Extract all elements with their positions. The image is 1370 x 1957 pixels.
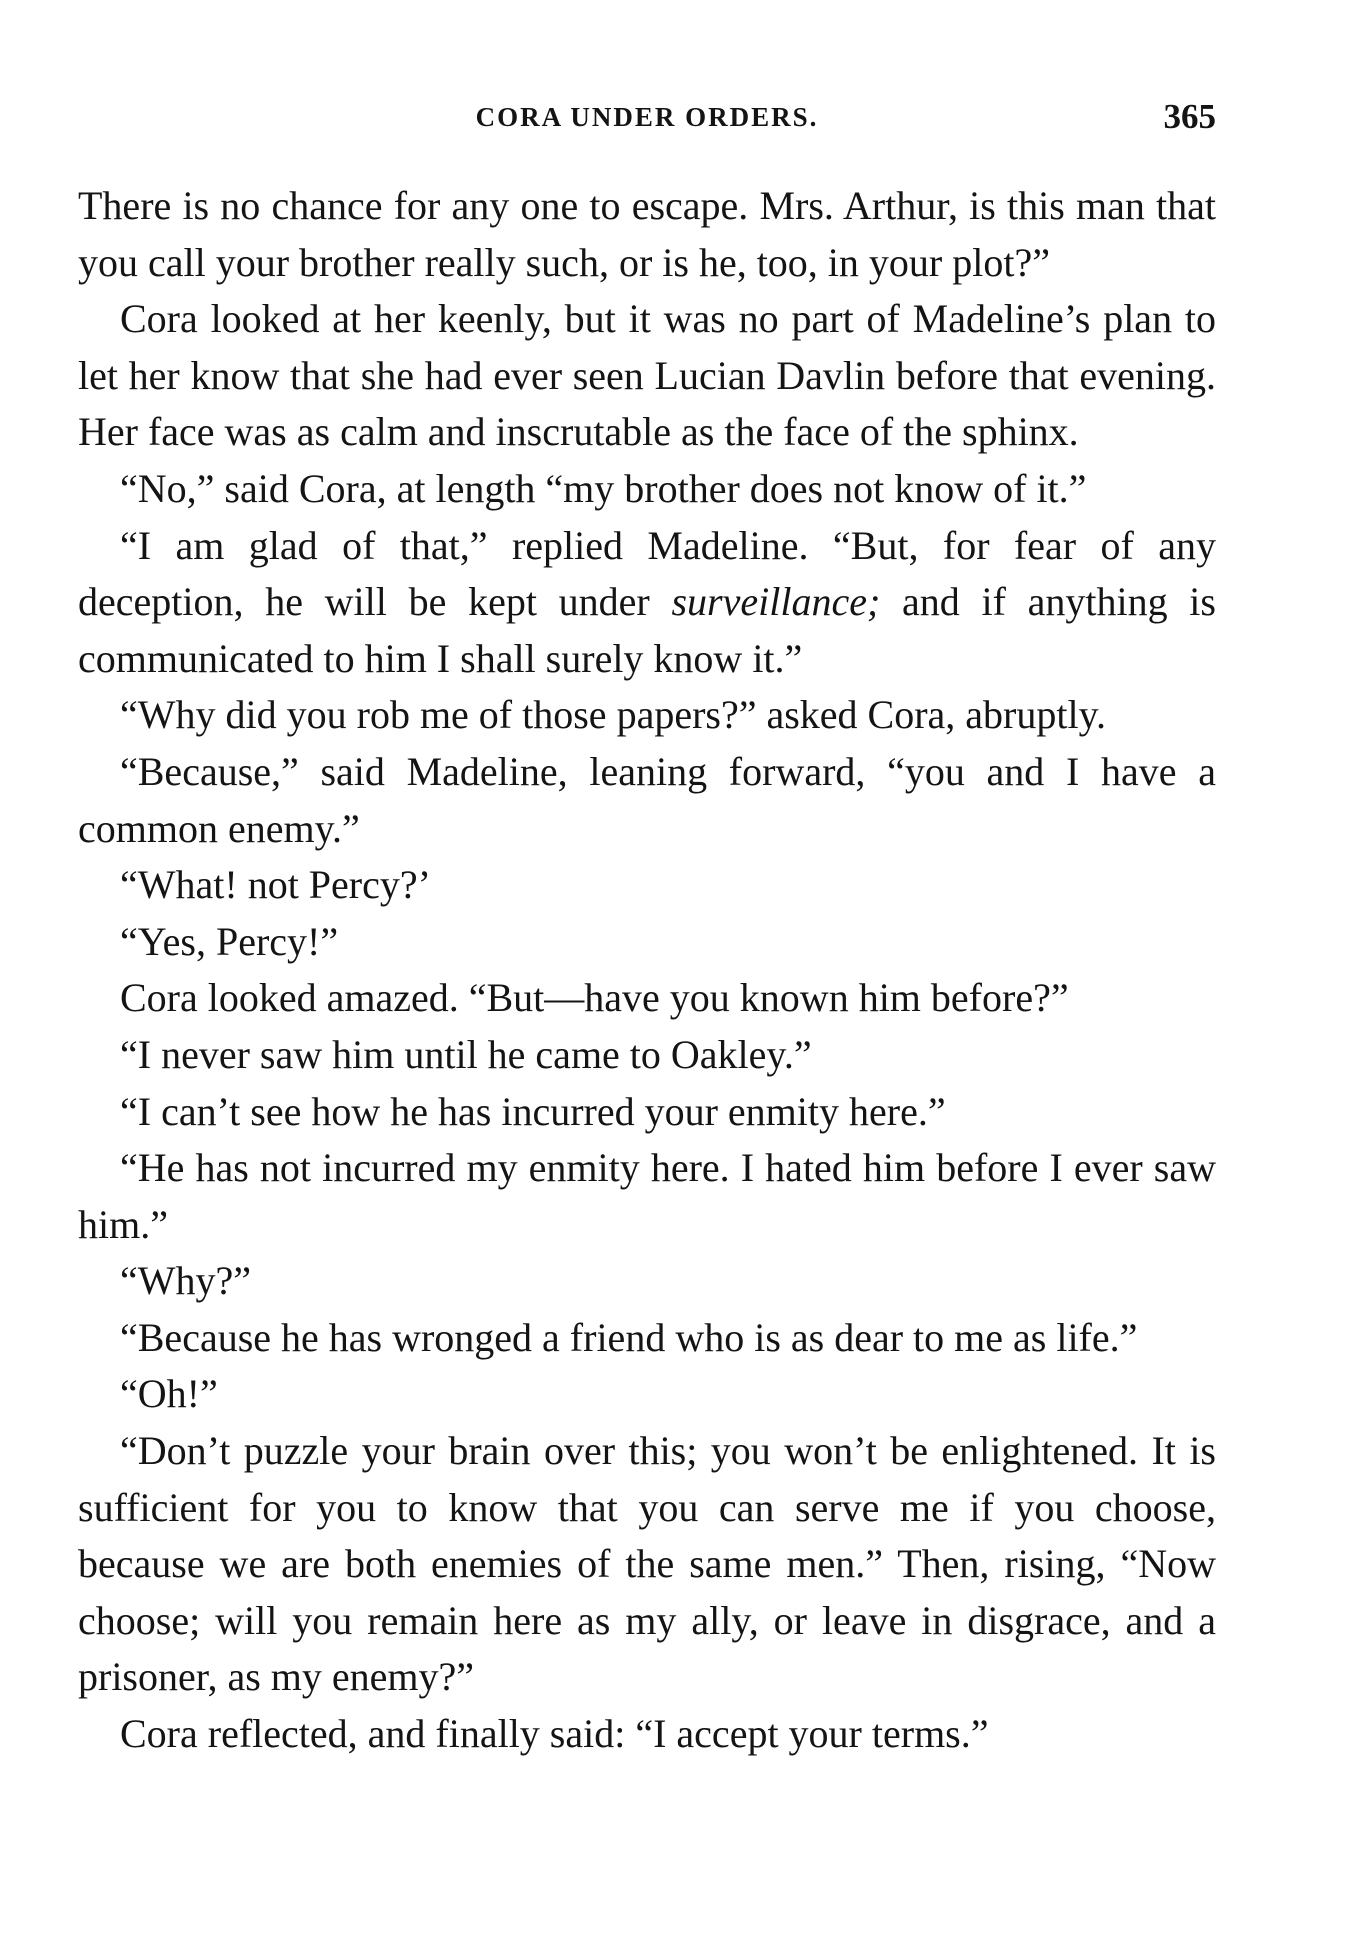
paragraph-14: “Because he has wronged a friend who is as dear to me as life.”: [120, 1314, 1138, 1360]
paragraph-16: “Don’t puzzle your brain over this; you won’t be enlightened. It is sufficient for you to know that you can serve me if you choose, because we are both enemies of the same men.” Then, rising, “Now choose; will you remain here as my ally, or leave in disgrace, and a prisoner, as my enemy?”: [78, 1428, 1216, 1700]
paragraph-4-before: “I am glad of that,” replied Madeline. “But, for fear of any deception, he will be kept under: [78, 522, 1216, 625]
paragraph-11: “I can’t see how he has incurred your enmity here.”: [120, 1088, 946, 1134]
paragraph-6: “Because,” said Madeline, leaning forward, “you and I have a common enemy.”: [78, 748, 1216, 851]
page-header: [78, 92, 1216, 142]
paragraph-1: There is no chance for any one to escape. Mrs. Arthur, is this man that you call your brother really such, or is he, too, in your plot?”: [78, 183, 1216, 285]
body-text: [78, 178, 1216, 1763]
paragraph-10: “I never saw him until he came to Oakley.”: [120, 1031, 812, 1077]
paragraph-9: Cora looked amazed. “But—have you known him before?”: [120, 975, 1069, 1021]
paragraph-13: “Why?”: [120, 1258, 252, 1304]
paragraph-4: [78, 518, 1216, 688]
paragraph-5: “Why did you rob me of those papers?” asked Cora, abruptly.: [120, 692, 1106, 738]
running-title: CORA UNDER ORDERS.: [475, 102, 819, 132]
paragraph-12: “He has not incurred my enmity here. I hated him before I ever saw him.”: [78, 1145, 1216, 1247]
paragraph-7: “What! not Percy?’: [120, 862, 431, 908]
page-number: 365: [1163, 97, 1216, 136]
paragraph-8: “Yes, Percy!”: [120, 918, 339, 964]
paragraph-3: “No,” said Cora, at length “my brother does not know of it.”: [120, 465, 1087, 511]
paragraph-17: Cora reflected, and finally said: “I accept your terms.”: [120, 1711, 989, 1757]
paragraph-4-after: and if anything is communicated to him I shall surely know it.”: [78, 579, 1216, 681]
paragraph-15: “Oh!”: [120, 1371, 218, 1417]
paragraph-4-italic: surveillance;: [671, 579, 881, 625]
paragraph-2: Cora looked at her keenly, but it was no part of Madeline’s plan to let her know that she had ever seen Lucian Davlin before that evening. Her face was as calm and inscrutable as the face of the sphinx.: [78, 296, 1216, 455]
